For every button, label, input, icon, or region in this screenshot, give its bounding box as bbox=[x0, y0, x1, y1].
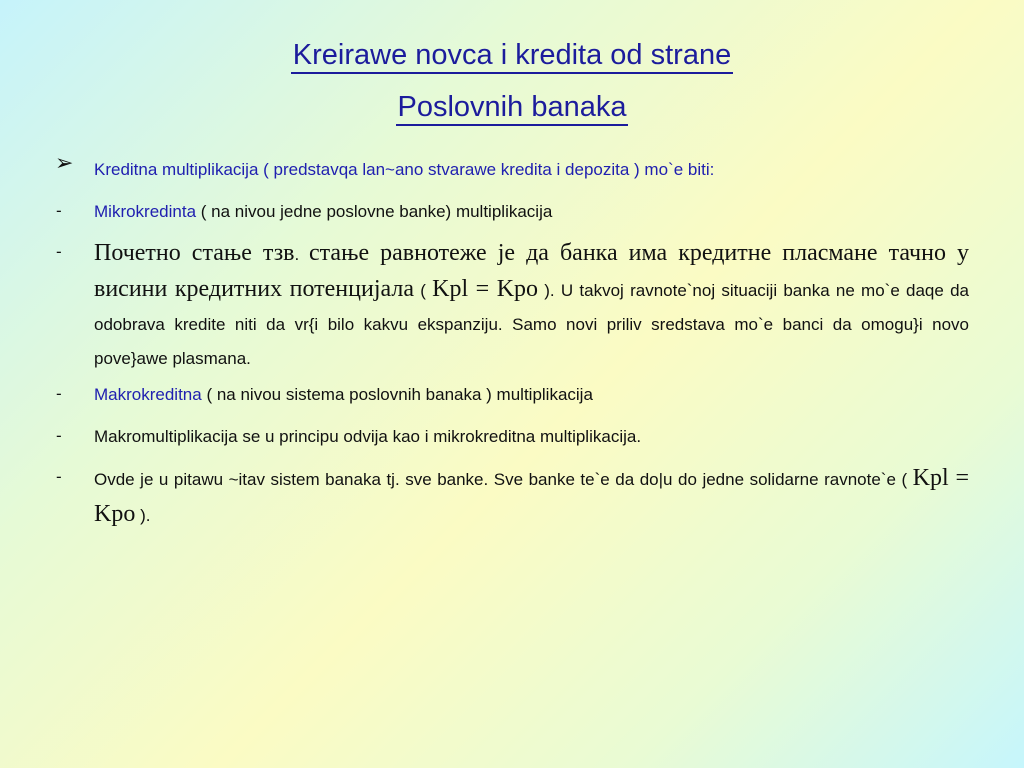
item4-rest: ( na nivou sistema poslovnih banaka ) multiplikacija bbox=[201, 385, 593, 404]
dash-bullet: - bbox=[56, 242, 62, 261]
item6-body: Ovde je u pitawu ~itav sistem banaka tj. sve banke. Sve banke te`e da do|u do jedne solidarne ravnote`e ( bbox=[94, 470, 913, 489]
item5-text: Makromultiplikacija se u principu odvija kao i mikrokreditna multiplikacija. bbox=[94, 427, 642, 446]
item3-cyrillic: Почетно стање тзв bbox=[94, 240, 295, 266]
item2-text bbox=[94, 195, 969, 229]
dash-bullet: - bbox=[56, 201, 62, 220]
item3-paren-close: ). bbox=[538, 281, 561, 300]
item3-cyrillic-2: стање равнотеже је да банка има кредитне пласмане тачно у висини кредитних потенцијала bbox=[94, 240, 969, 302]
item3-text bbox=[94, 236, 969, 376]
item3-rest: U takvoj ravnote`noj situaciji banka ne mo`e daqe da odobrava kredite niti da vr{i bilo kakvu ekspanziju. Samo novi priliv sredstava mo`e banci da omogu}i novo pove}awe plasmana. bbox=[94, 281, 969, 368]
item2-highlight: Mikrokredinta bbox=[94, 202, 197, 221]
title-line1-text: Kreirawe novca i kredita od strane bbox=[291, 39, 733, 74]
slide-title-line2 bbox=[0, 82, 1024, 132]
item6-formula: Kpl = Kpo bbox=[94, 465, 969, 527]
item3-paren-open: ( bbox=[413, 281, 433, 300]
item6-close: ). bbox=[135, 506, 151, 525]
dash-bullet: - bbox=[56, 467, 62, 486]
item3-dot: . bbox=[294, 245, 309, 264]
arrow-bullet-icon: ➢ bbox=[55, 150, 74, 175]
dash-bullet: - bbox=[56, 426, 62, 445]
item3-formula: Kpl = Kpo bbox=[432, 276, 539, 302]
item1-text: Kreditna multiplikacija ( predstavqa lan~ano stvarawe kredita i depozita ) mo`e biti: bbox=[94, 160, 715, 179]
slide-title-line1 bbox=[0, 30, 1024, 80]
item4-text bbox=[94, 378, 969, 412]
item2-rest: ( na nivou jedne poslovne banke) multiplikacija bbox=[196, 202, 553, 221]
title-line2-text: Poslovnih banaka bbox=[396, 91, 629, 126]
item4-highlight: Makrokreditna bbox=[94, 385, 202, 404]
dash-bullet: - bbox=[56, 384, 62, 403]
item6-text bbox=[94, 461, 969, 533]
